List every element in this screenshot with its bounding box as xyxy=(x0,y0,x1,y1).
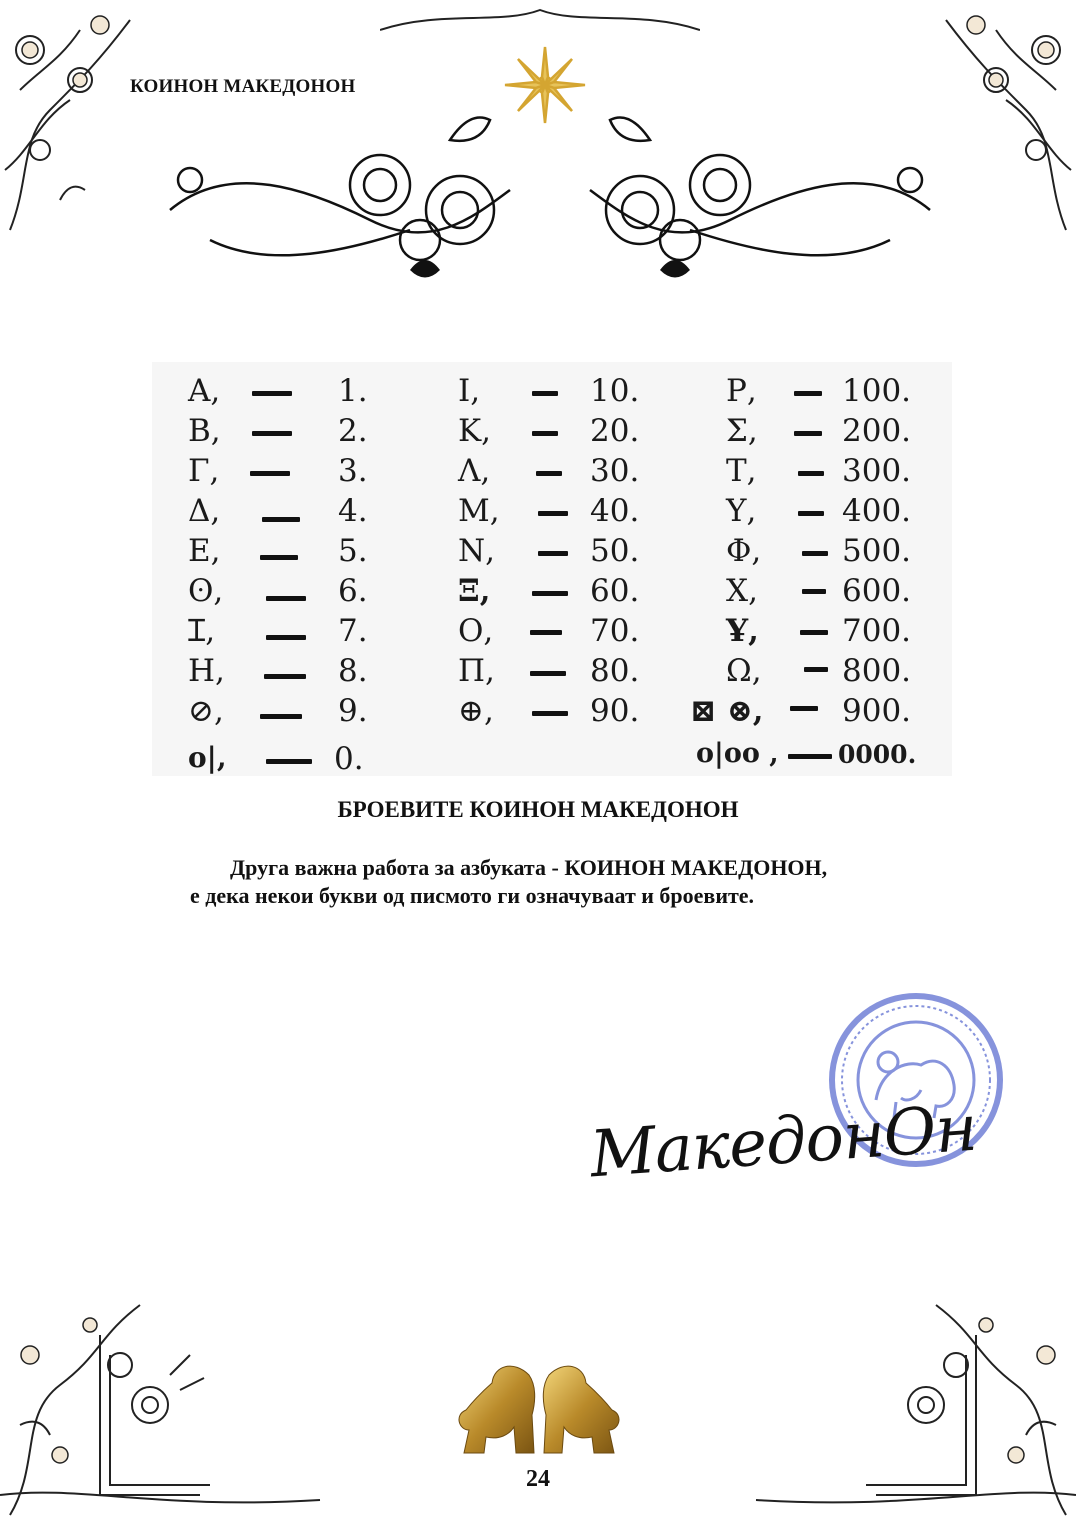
dash xyxy=(252,431,292,436)
numeral-letter: ⊠ ⊗, xyxy=(690,693,764,729)
numeral-value: 1. xyxy=(338,373,368,409)
numeral-letter: Ρ, xyxy=(726,373,757,409)
numeral-letter: Β, xyxy=(188,413,221,449)
dash xyxy=(804,667,828,672)
top-left-floral-ornament xyxy=(0,0,140,240)
dash xyxy=(262,517,300,522)
dash xyxy=(266,635,306,640)
dash xyxy=(538,551,568,556)
numeral-value: 100. xyxy=(842,373,912,409)
numeral-letter: Υ, xyxy=(726,493,757,529)
numeral-letter: Λ, xyxy=(458,453,491,489)
numeral-value: 70. xyxy=(590,613,640,649)
dash xyxy=(538,511,568,516)
dash xyxy=(250,471,290,476)
numeral-letter: Ұ, xyxy=(726,613,759,649)
numeral-value: 900. xyxy=(842,693,912,729)
numeral-letter: Μ, xyxy=(458,493,500,529)
dash xyxy=(532,591,568,596)
body-line-2: е дека некои букви од писмото ги означуваат и броевите. xyxy=(190,883,755,908)
numeral-table xyxy=(152,362,952,776)
numeral-letter: Σ, xyxy=(726,413,758,449)
numeral-value: 50. xyxy=(590,533,640,569)
numeral-value: 8. xyxy=(338,653,368,689)
top-center-floral-ornament xyxy=(150,100,950,310)
dash xyxy=(794,391,822,396)
dash xyxy=(802,551,828,556)
numeral-value: 500. xyxy=(842,533,912,569)
dash xyxy=(790,706,818,711)
numeral-value: 80. xyxy=(590,653,640,689)
dash xyxy=(798,511,824,516)
numeral-letter: ⊘, xyxy=(188,693,224,729)
numeral-value: 20. xyxy=(590,413,640,449)
body-line-1: Друга важна работа за азбуката - КОИНОН МАКЕДОНОН, xyxy=(230,855,828,880)
dash xyxy=(260,714,302,719)
numeral-value: 600. xyxy=(842,573,912,609)
numeral-value: 90. xyxy=(590,693,640,729)
numeral-value: 10. xyxy=(590,373,640,409)
numeral-value: 400. xyxy=(842,493,912,529)
dash xyxy=(536,471,562,476)
dash xyxy=(530,630,562,635)
numeral-letter: Ξ, xyxy=(458,573,491,609)
numeral-value: 300. xyxy=(842,453,912,489)
numeral-value: 0000. xyxy=(838,740,917,769)
dash xyxy=(530,671,566,676)
numeral-value: 60. xyxy=(590,573,640,609)
table-caption: БРОЕВИТЕ КОИНОН МАКЕДОНОН xyxy=(337,797,739,822)
numeral-value: 200. xyxy=(842,413,912,449)
numeral-value: 800. xyxy=(842,653,912,689)
dash xyxy=(802,589,826,594)
numeral-letter: Γ, xyxy=(188,453,220,489)
top-right-floral-ornament xyxy=(936,0,1076,240)
numeral-value: 9. xyxy=(338,693,368,729)
numeral-letter: ⊕, xyxy=(458,693,494,729)
dash xyxy=(266,759,312,764)
dash xyxy=(800,630,828,635)
dash xyxy=(532,431,558,436)
signature: МакедонОн xyxy=(587,1091,979,1193)
numeral-value: 30. xyxy=(590,453,640,489)
numeral-letter: Ν, xyxy=(458,533,495,569)
dash xyxy=(266,596,306,601)
numeral-value: 700. xyxy=(842,613,912,649)
numeral-letter: Τ, xyxy=(726,453,757,489)
vergina-sun-icon xyxy=(500,45,590,125)
numeral-value: 3. xyxy=(338,453,368,489)
numeral-value: 4. xyxy=(338,493,368,529)
dash xyxy=(532,391,558,396)
numeral-letter: Χ, xyxy=(726,573,758,609)
dash xyxy=(532,711,568,716)
numeral-value: 5. xyxy=(338,533,368,569)
numeral-letter: Φ, xyxy=(726,533,762,569)
page-number: 24 xyxy=(526,1466,550,1492)
numeral-value: 7. xyxy=(338,613,368,649)
numeral-value: 2. xyxy=(338,413,368,449)
dash xyxy=(260,555,298,560)
numeral-value: 40. xyxy=(590,493,640,529)
dash xyxy=(264,674,306,679)
numeral-letter: Ε, xyxy=(188,533,221,569)
numeral-letter: о|, xyxy=(188,741,227,774)
numeral-letter: Δ, xyxy=(188,493,221,529)
numeral-letter: ʘ, xyxy=(188,573,224,609)
golden-lions-icon xyxy=(444,1355,634,1460)
numeral-letter: Ɪ, xyxy=(188,613,216,649)
numeral-letter: Α, xyxy=(188,373,221,409)
numeral-letter: о|оо , xyxy=(696,738,779,769)
dash xyxy=(794,431,822,436)
numeral-value: 6. xyxy=(338,573,368,609)
dash xyxy=(798,471,824,476)
numeral-value: 0. xyxy=(334,741,364,777)
numeral-letter: Κ, xyxy=(458,413,492,449)
dash xyxy=(252,391,292,396)
numeral-letter: Π, xyxy=(458,653,495,689)
numeral-letter: Ο, xyxy=(458,613,494,649)
top-flourish-line xyxy=(380,0,700,40)
numeral-letter: Ι, xyxy=(458,373,481,409)
dash xyxy=(788,754,832,759)
numeral-letter: Η, xyxy=(188,653,225,689)
numeral-letter: Ω, xyxy=(726,653,762,689)
header-title: КОИНОН МАКЕДОНОН xyxy=(130,76,356,97)
